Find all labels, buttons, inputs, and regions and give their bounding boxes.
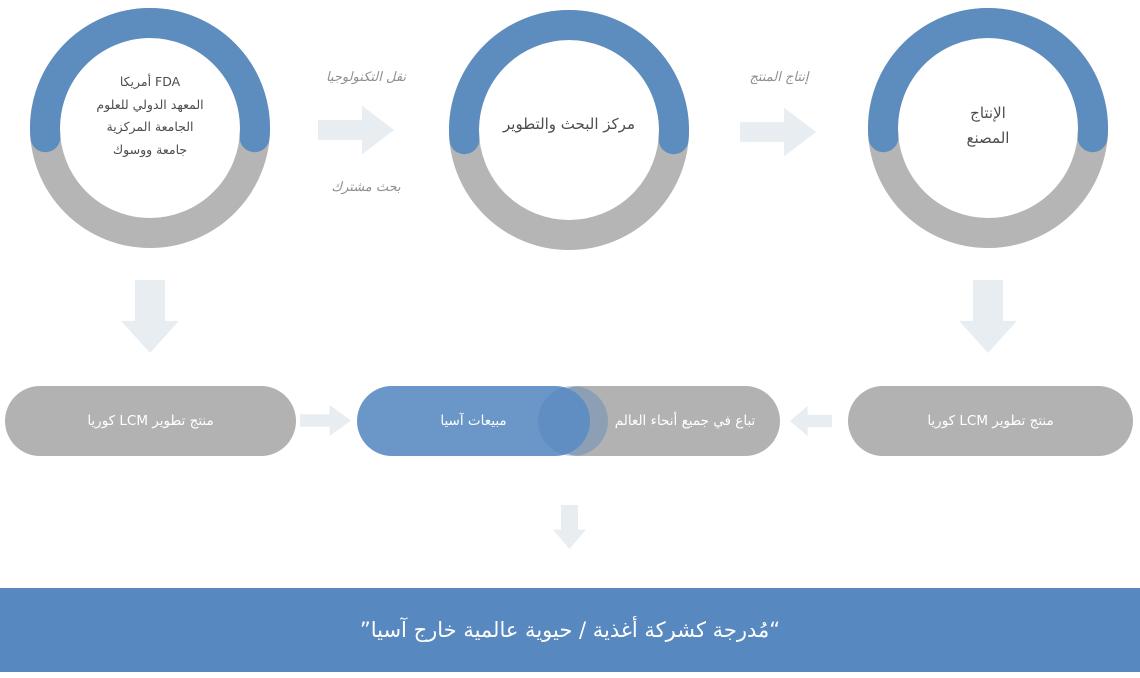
arrow-down-icon bbox=[553, 505, 586, 549]
arrow-down-icon bbox=[959, 280, 1017, 353]
pill-lcm-korea-product-right: منتج تطوير LCM كوريا bbox=[848, 386, 1133, 456]
arrow-right-icon bbox=[740, 103, 816, 161]
banner-goal-statement: “مُدرجة كشركة أغذية / حيوية عالمية خارج آسيا” bbox=[0, 588, 1140, 672]
node-production bbox=[868, 8, 1108, 248]
node-fda-text bbox=[30, 0, 270, 236]
pill-sold-worldwide: تباع في جميع أنحاء العالم bbox=[545, 386, 780, 456]
node-rnd-center bbox=[449, 10, 689, 250]
label-joint-research: بحث مشترك bbox=[331, 180, 401, 195]
node-production-line: المصنع bbox=[966, 129, 1010, 147]
node-production-line: الإنتاج bbox=[970, 104, 1006, 122]
node-fda-partners bbox=[30, 8, 270, 248]
arrow-down-icon bbox=[121, 280, 179, 353]
node-fda-line: المعهد الدولي للعلوم bbox=[96, 96, 204, 112]
arrow-right-icon bbox=[318, 101, 394, 159]
arrow-right-icon bbox=[300, 402, 351, 439]
node-fda-line: الجامعة المركزية bbox=[106, 119, 194, 134]
node-production-text bbox=[868, 6, 1108, 246]
node-fda-line: جامعة ووسوك bbox=[112, 141, 188, 157]
pill-lcm-korea-product-left: منتج تطوير LCM كوريا bbox=[5, 386, 296, 456]
venn-overlap-circle bbox=[538, 386, 608, 456]
arrow-left-icon bbox=[790, 403, 832, 439]
node-rnd-line: مركز البحث والتطوير bbox=[503, 115, 635, 133]
node-fda-line: FDA أمريكا bbox=[119, 74, 181, 89]
label-product-manufacturing: إنتاج المنتج bbox=[749, 70, 809, 85]
pill-asia-sales: مبيعات آسيا bbox=[357, 386, 590, 456]
node-rnd-text bbox=[449, 4, 689, 244]
label-tech-transfer: نقل التكنولوجيا bbox=[325, 70, 407, 85]
